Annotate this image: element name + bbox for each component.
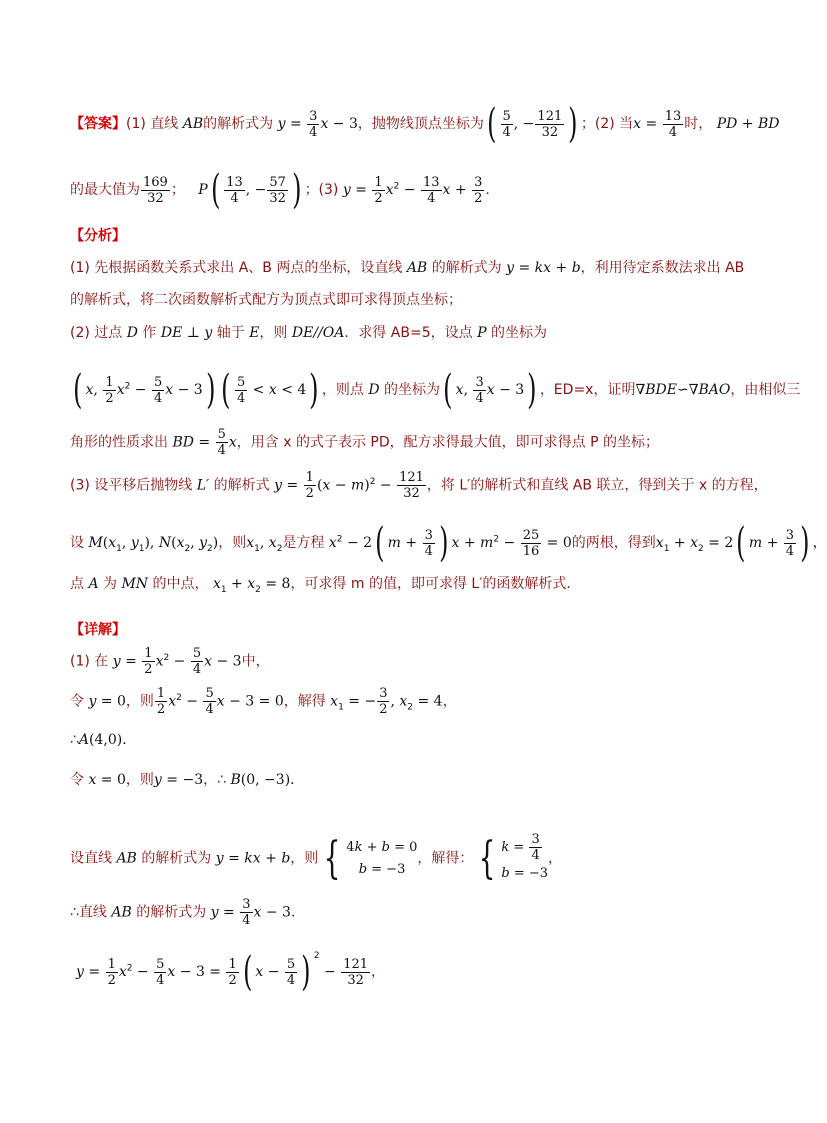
detail-line-3: ∴A(4,0)．: [70, 732, 137, 748]
detail-heading: 【详解】: [70, 622, 126, 638]
analysis-line-5: 角形的性质求出 BD = $\frac{5}{4}$ x，用含 x 的式子表示 PD，配方求得最大值，即可求得点 P 的坐标；: [70, 427, 659, 458]
answer-label: 【答案】: [70, 116, 126, 132]
detail-line-1: (1) 在 y = $\frac{1}{2}$ $x^2$ − $\frac{5}{4}$ x − 3中，: [70, 646, 270, 677]
analysis-line-8: 点 A 为 MN 的中点， $x_1 + x_2 = 8$，可求得 m 的值，即可求得 L′的函数解析式．: [70, 576, 581, 595]
analysis-heading: 【分析】: [70, 228, 126, 244]
analysis-line-2: 的解析式，将二次函数解析式配方为顶点式即可求得顶点坐标；: [70, 292, 462, 308]
answer-line-2: 的最大值为 $\frac{169}{32}$ ； P( $\frac{13}{4}$ , − $\frac{57}{32}$ ) ；(3) y = $\frac{1}{2}$ $x^2$ − $\frac{13}{4}$ x + $\frac{3}{2}$ .: [70, 167, 490, 213]
detail-line-4: 令 x = 0，则y = −3，∴ B(0, −3)．: [70, 772, 305, 788]
detail-line-5: 设直线 AB 的解析式为 y = kx + b，则 { 4k + b = 0 b = −3 ，解得： { k = $\frac{3}{4}$ b = −3 ，: [70, 832, 563, 884]
analysis-line-6: (3) 设平移后抛物线 L′ 的解析式 y = $\frac{1}{2}$ $(x - m)^2$ − $\frac{121}{32}$ ，将 L′的解析式和直线 AB 联立，得到关于 x 的方程，: [70, 470, 768, 501]
analysis-line-3: (2) 过点 D 作 DE ⊥ y 轴于 E，则 DE//OA．求得 AB=5，设点 P 的坐标为: [70, 325, 547, 341]
analysis-line-1: (1) 先根据函数关系式求出 A、B 两点的坐标，设直线 AB 的解析式为 y = kx + b，利用待定系数法求出 AB: [70, 260, 745, 276]
detail-line-7: y = $\frac{1}{2}$ $x^2$ − $\frac{5}{4}$ x − 3 = $\frac{1}{2}$ ( x − $\frac{5}{4}$ ) $^2$ − $\frac{121}{32}$ ，: [76, 949, 386, 995]
analysis-line-4: ( x, $\frac{1}{2}$ $x^2$ − $\frac{5}{4}$ x − 3) ( $\frac{5}{4}$ < x < 4) ，则点 D 的坐标为( x, $\frac{3}{4}$ x − 3) ，ED=x，证明∇BDE∽∇BAO，由相似三: [73, 367, 801, 413]
analysis-line-7: 设 $M(x_1$, $y_1$), $N(x_2$, $y_2$)，则$x_1$, $x_2$是方程 $x^2 - 2$( m + $\frac{3}{4}$ ) $x + m^2$ − $\frac{25}{16}$ = 0的两根，得到$x_1 + x_2 = 2$( m + $\frac{3}{4}$ ) ，: [70, 520, 827, 566]
detail-line-6: ∴直线 AB 的解析式为 y = $\frac{3}{4}$ x − 3．: [70, 897, 305, 928]
answer-line-1: 【答案】(1) 直线 AB的解析式为 y = $\frac{3}{4}$ x − 3，抛物线顶点坐标为( $\frac{5}{4}$ , − $\frac{121}{32}$ ) ；(2) 当x = $\frac{13}{4}$ 时， PD + BD: [70, 101, 780, 147]
line-equation: y: [277, 116, 286, 132]
detail-line-2: 令 y = 0，则 $\frac{1}{2}$ $x^2$ − $\frac{5}{4}$ x − 3 = 0，解得 $x_1$ = − $\frac{3}{2}$ , $x_2 = 4$，: [70, 686, 457, 717]
